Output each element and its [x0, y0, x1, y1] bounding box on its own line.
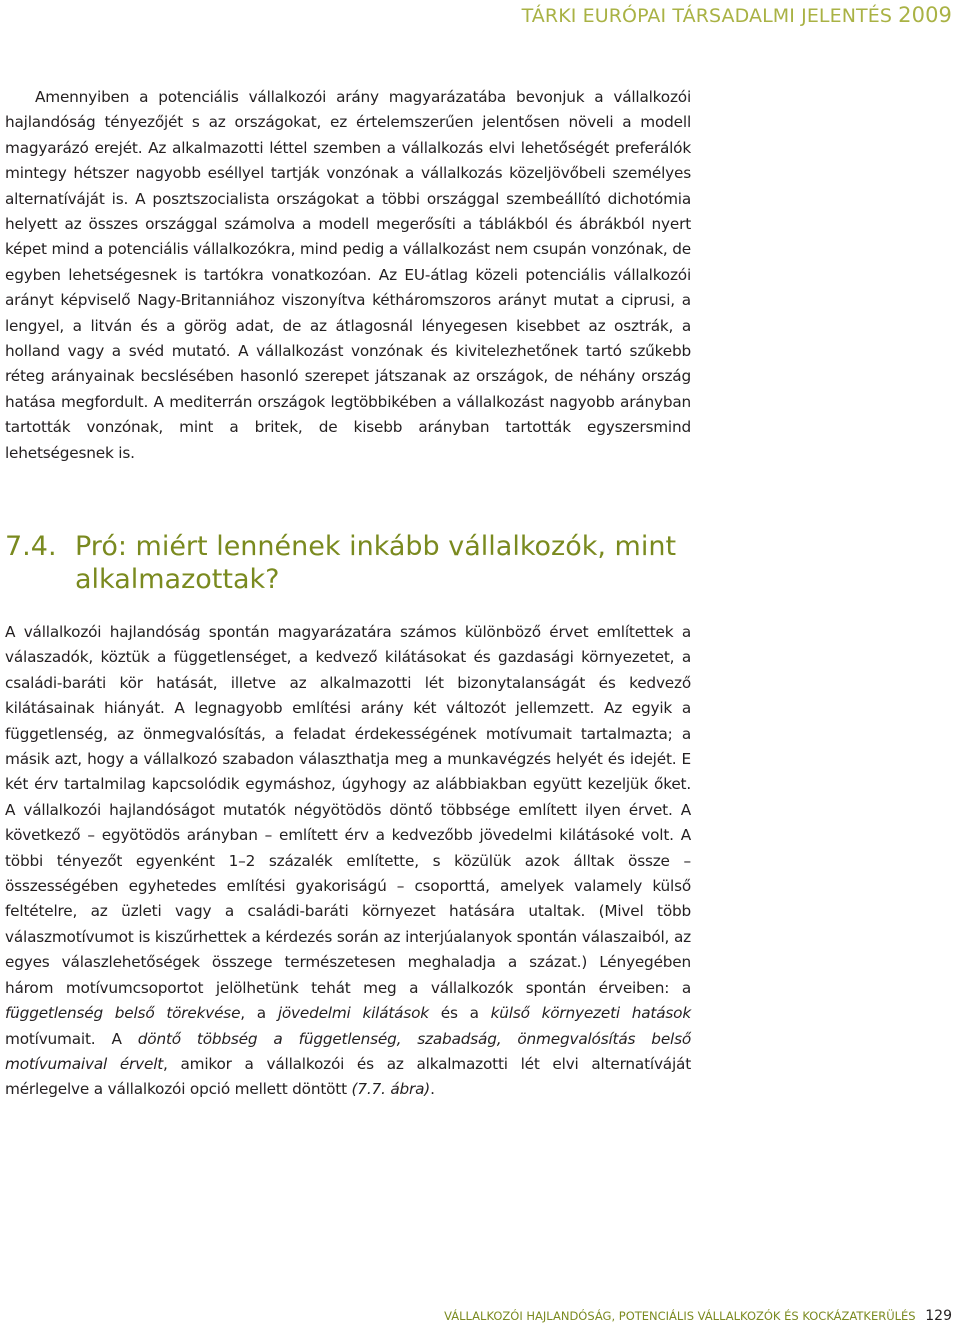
text-run: .	[430, 1080, 435, 1099]
text-run: motívumait. A	[5, 1029, 138, 1048]
running-footer	[444, 1308, 952, 1324]
page-number: 129	[925, 1308, 952, 1324]
header-year: 2009	[898, 3, 952, 27]
text-run: és a	[428, 1004, 491, 1023]
footer-title: VÁLLALKOZÓI HAJLANDÓSÁG, POTENCIÁLIS VÁLLALKOZÓK ÉS KOCKÁZATKERÜLÉS	[444, 1309, 916, 1323]
section-number: 7.4.	[5, 531, 57, 562]
text-run: , a	[240, 1004, 278, 1023]
figure-reference: (7.7. ábra)	[351, 1080, 431, 1099]
section-title-line2: alkalmazottak?	[75, 564, 280, 595]
text-run: A vállalkozói hajlandóság spontán magyarázatára számos különböző érvet említettek a válaszadók, köztük a függetlenséget, a kedvező kilátásokat és gazdasági környezetet, a családi-baráti kör hatását, illetve az alkalmazotti lét bizonytalanságát és kedvező kilátásainak hiányát. A legnagyobb említési arány két változót jellemzett. Az egyik a függetlenség, az önmegvalósítás, a feladat érdekességének motívumait tartalmazta; a másik azt, hogy a vállalkozó szabadon választhatja meg a munkavégzés helyét és idejét. E két érv tartalmilag kapcsolódik egymáshoz, úgyhogy az alábbiakban együtt kezeljük őket. A vállalkozói hajlandóságot mutatók négyötödös döntő többsége említett ilyen érvet. A következő – egyötödös arányban – említett érv a kedvezőbb jövedelmi kilátásoké volt. A többi tényezőt egyenként 1–2 százalék említette, s közülük azok álltak össze – összességében egyhetedes említési gyakoriságú – csoporttá, amelyek valamely külső feltételre, az üzleti vagy a családi-baráti környezet hatására utaltak. (Mivel több válaszmotívumot is kiszűrhettek a kérdezés során az interjúalanyok spontán válaszaiból, az egyes válaszlehetőségek összege természetesen meghaladja a százat.) Lényegében három motívumcsoportot jelölhetünk tehát meg a vállalkozók spontán érveiben: a	[5, 623, 691, 997]
emphasis-independence: függetlenség belső törekvése	[5, 1004, 241, 1023]
paragraph-intro: Amennyiben a potenciális vállalkozói arány magyarázatába bevonjuk a vállalkozói hajlandóság tényezőjét s az országokat, ez értelemszerűen jelentősen növeli a modell magyarázó erejét. Az alkalmazotti léttel szemben a vállalkozás elvi lehetőségét preferálók mintegy hétszer nagyobb eséllyel tartják vonzónak a vállalkozás közeljövőbeli személyes alternatíváját is. A posztszocialista országokat a többi országgal szembeállító dichotómia helyett az összes országgal számolva a modell megerősíti a táblákból és ábrákból nyert képet mind a potenciális vállalkozókra, mind pedig a vállalkozást nem csupán vonzónak, de egyben lehetségesnek is tartókra vonatkozóan. Az EU-átlag közeli potenciális vállalkozói arányt képviselő Nagy-Britanniához viszonyítva kétháromszoros arányt mutat a ciprusi, a lengyel, a litván és a görög adat, de az átlagosnál lényegesen kisebbet az osztrák, a holland vagy a svéd mutató. A vállalkozást vonzónak és kivitelezhetőnek tartó szűkebb réteg arányainak becslésében hasonló szerepet játszanak az országok, de néhány ország hatása megfordult. A mediterrán országok legtöbbikében a vállalkozást nagyobb arányban tartották vonzónak, mint a britek, de kisebb arányban tartották egyszersmind lehetségesnek is.	[5, 88, 691, 462]
section-heading	[5, 530, 705, 596]
emphasis-majority: döntő többség a függetlenség, szabadság, önmegvalósítás belső motívumaival érvelt	[5, 1029, 692, 1073]
running-header	[522, 3, 952, 27]
section-title-line1: Pró: miért lennének inkább vállalkozók, mint	[75, 531, 677, 562]
header-title: TÁRKI EURÓPAI TÁRSADALMI JELENTÉS	[521, 5, 893, 27]
paragraph-main	[5, 620, 691, 1103]
emphasis-environment: külső környezeti hatások	[490, 1004, 691, 1023]
emphasis-income: jövedelmi kilátások	[277, 1004, 429, 1023]
text-run: , amikor a vállalkozói és az alkalmazotti lét elvi alternatíváját mérlegelve a vállalkozói opció mellett döntött	[5, 1054, 691, 1099]
